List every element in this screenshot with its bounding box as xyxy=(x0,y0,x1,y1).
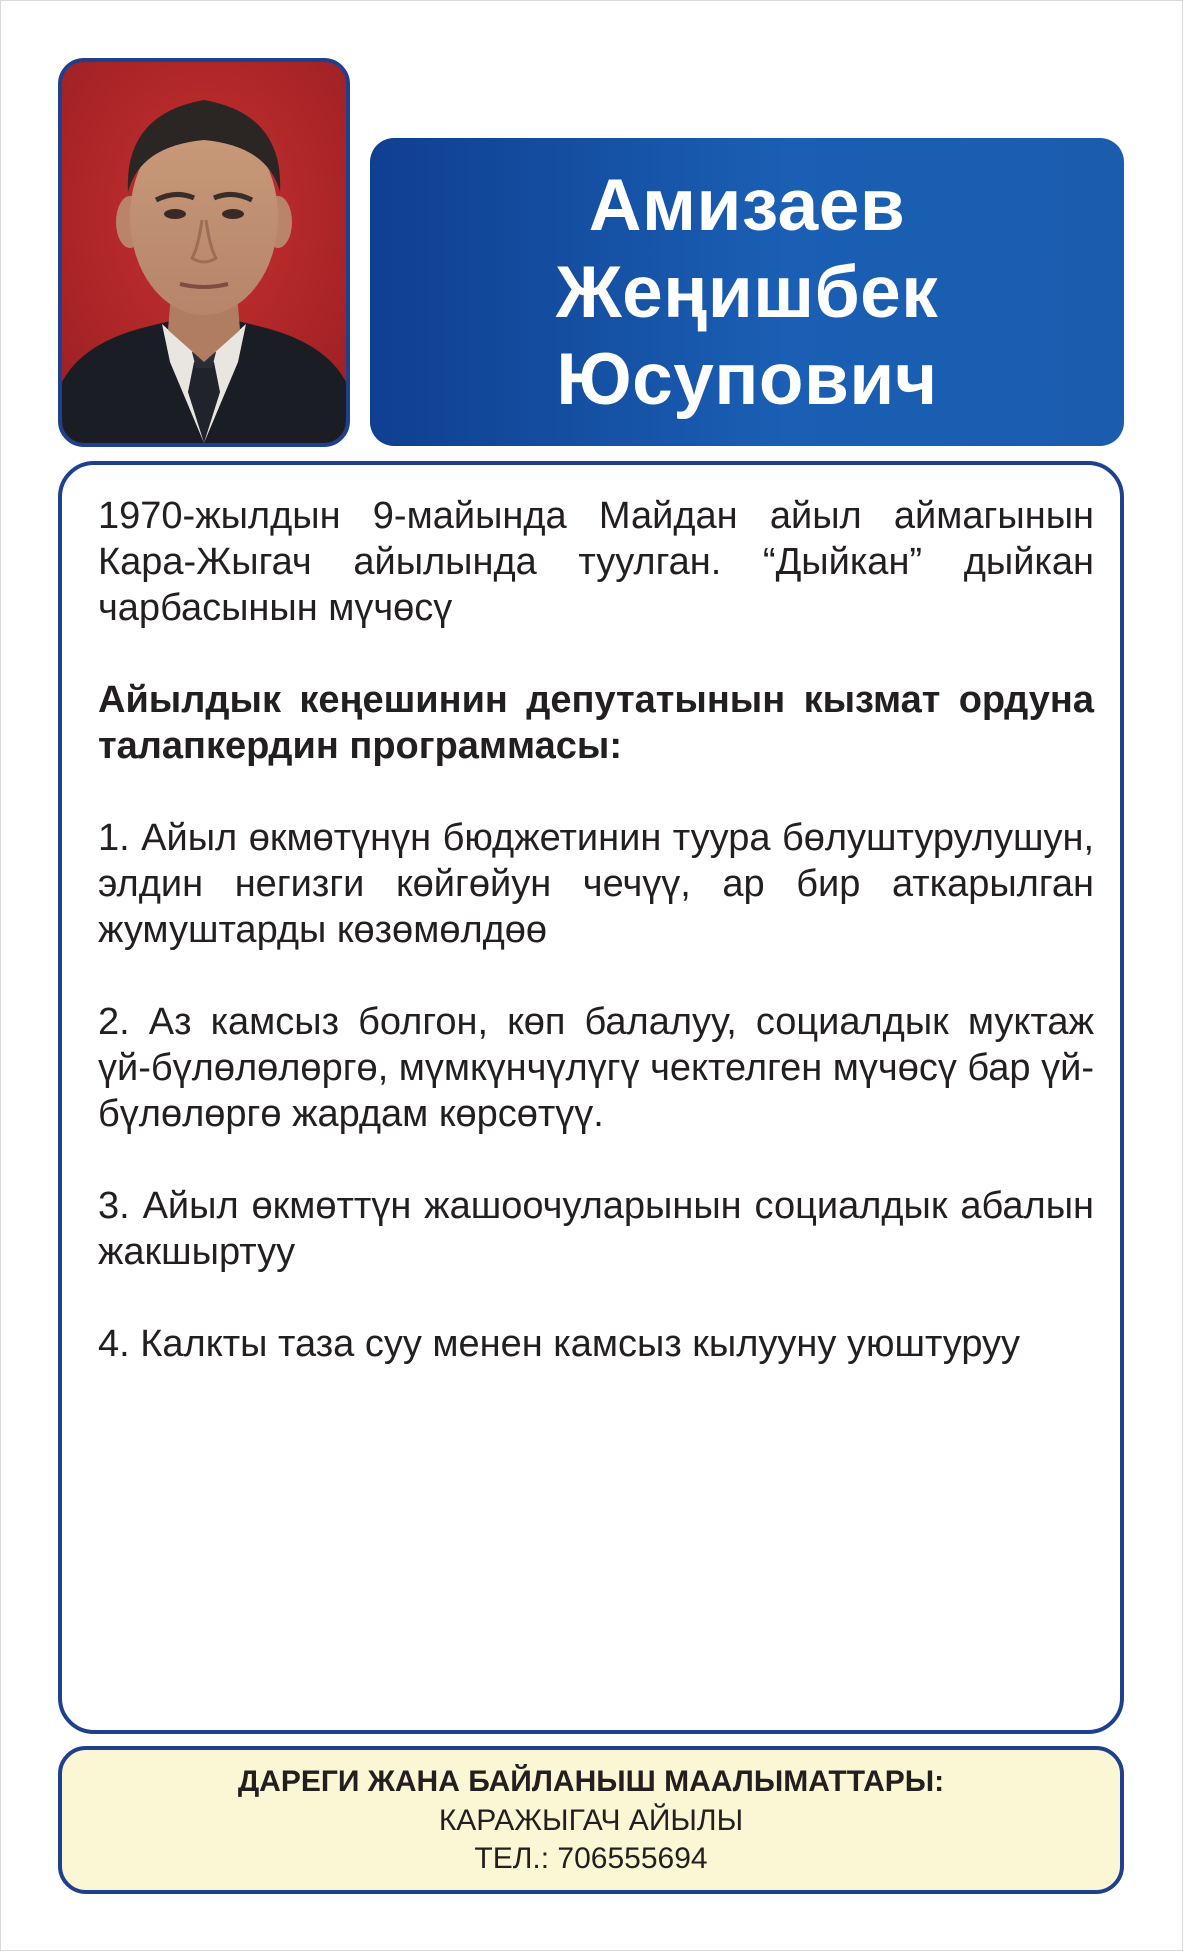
contact-phone: ТЕЛ.: 706555694 xyxy=(474,1842,708,1875)
portrait-icon xyxy=(62,62,346,443)
candidate-first-name: Жеңишбек xyxy=(555,251,939,333)
name-banner xyxy=(370,138,1124,446)
program-item-1: 1. Айыл өкмөтүнүн бюджетинин туура бөлуштурулушун, элдин негизги көйгөйун чечүү, ар бир аткарылган жумуштарды көзөмөлдөө xyxy=(98,817,1094,951)
candidate-surname: Амизаев xyxy=(588,164,906,246)
bio-text: 1970-жылдын 9-майында Майдан айыл аймагынын Кара-Жыгач айылында туулган. “Дыйкан” дыйкан чарбасынын мүчөсү xyxy=(98,495,1094,629)
contact-box xyxy=(58,1746,1124,1894)
program-item-2: 2. Аз камсыз болгон, көп балалуу, социалдык муктаж үй-бүлөлөлөргө, мүмкүнчүлүгү чектелген мүчөсү бар үй-бүлөлөргө жардам көрсөтүү. xyxy=(98,1001,1094,1135)
candidate-patronymic: Юсупович xyxy=(556,338,938,420)
program-content xyxy=(98,493,1094,1367)
candidate-photo xyxy=(58,58,350,447)
program-heading: Айылдык кеңешинин депутатынын кызмат ордуна талапкердин программасы: xyxy=(98,679,1094,767)
program-item-4: 4. Калкты таза суу менен камсыз кылууну уюштуруу xyxy=(98,1323,1021,1365)
program-item-3: 3. Айыл өкмөттүн жашоочуларынын социалдык абалын жакшыртуу xyxy=(98,1185,1094,1273)
contact-title: ДАРЕГИ ЖАНА БАЙЛАНЫШ МААЛЫМАТТАРЫ: xyxy=(237,1765,945,1798)
contact-address: КАРАЖЫГАЧ АЙЫЛЫ xyxy=(438,1804,744,1837)
program-box xyxy=(58,461,1124,1734)
